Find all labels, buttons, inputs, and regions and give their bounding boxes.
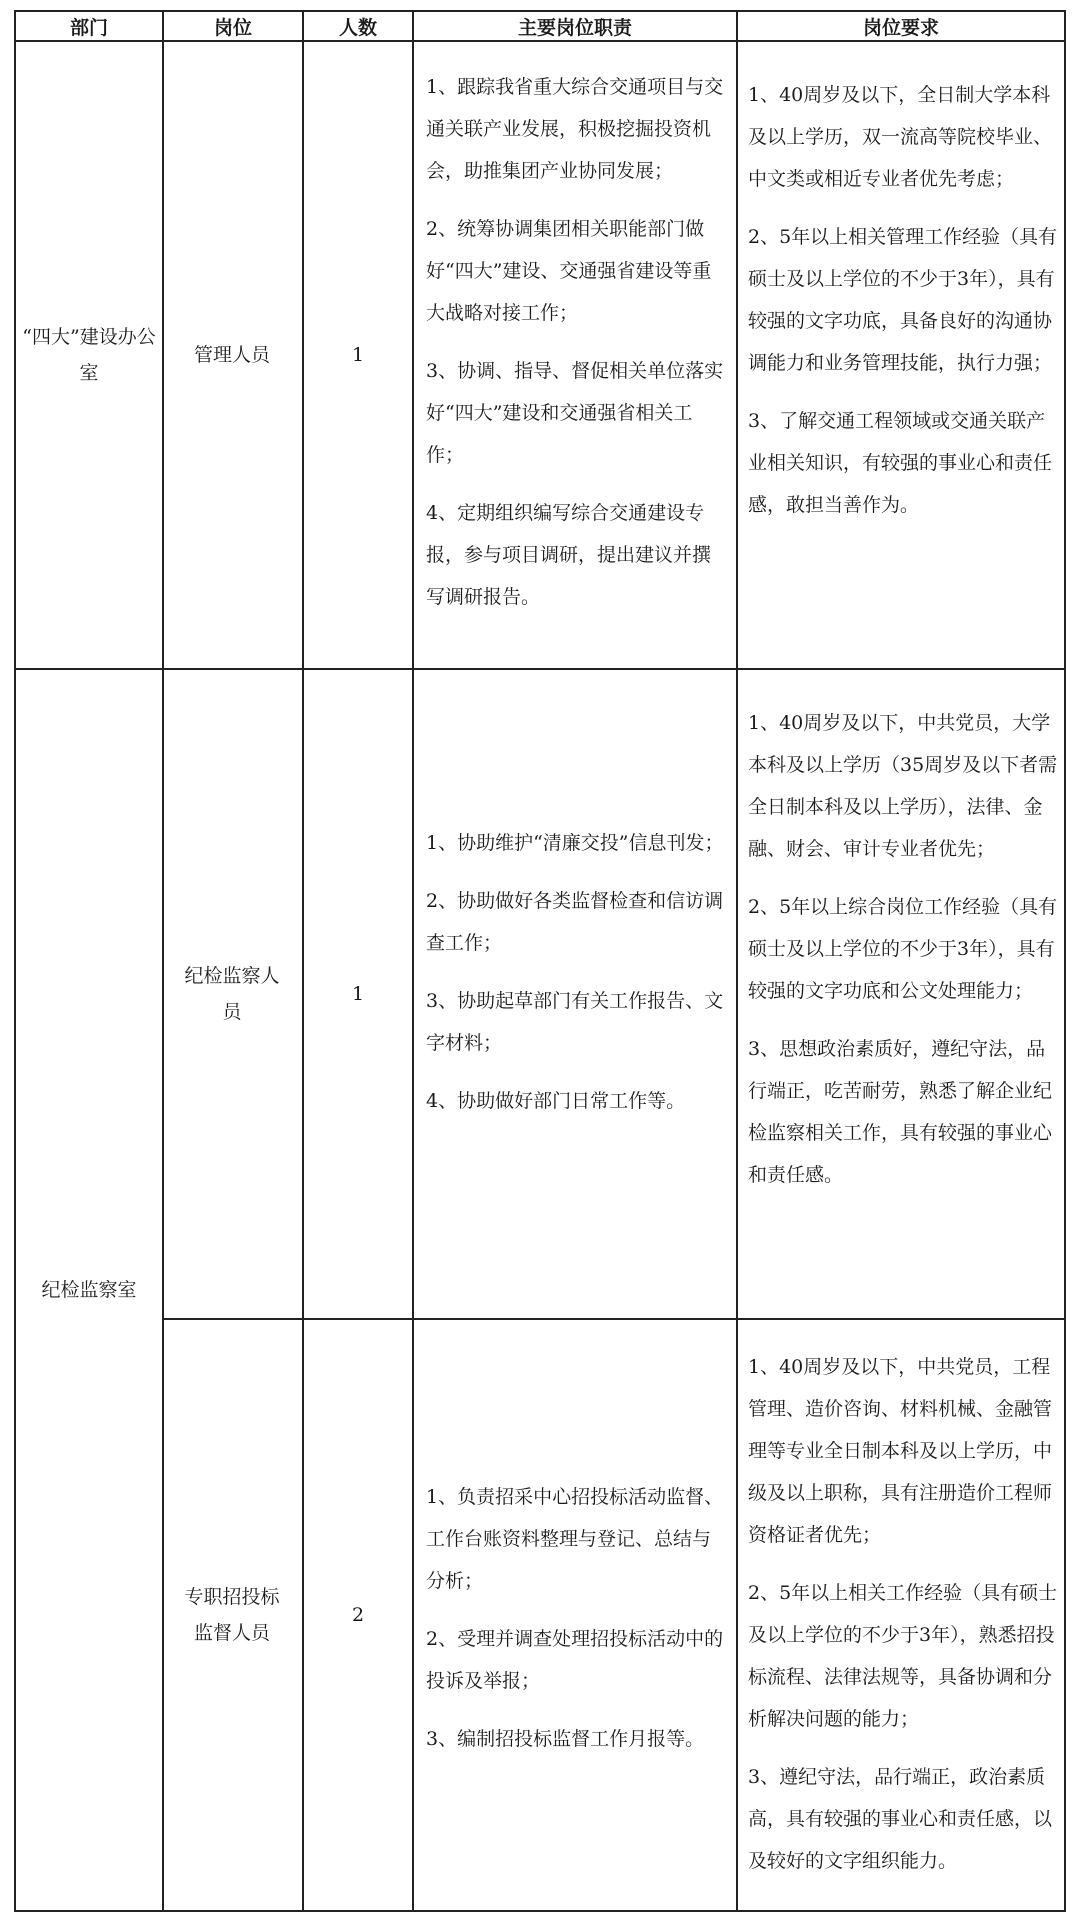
- row2-position: [166, 670, 298, 1318]
- row1-position-text: 管理人员: [193, 344, 270, 366]
- col-divider-2: [302, 12, 304, 1910]
- row2-req-1: 1、40周岁及以下，中共党员，大学本科及以上学历（35周岁及以下者需全日制本科及以上学历），法律、金融、财会、审计专业者优先；: [748, 712, 1058, 860]
- row1-dept-text: “四大”建设办公室: [22, 326, 156, 384]
- row2-count: [306, 670, 410, 1318]
- row1-duty-2: 2、统筹协调集团相关职能部门做好“四大”建设、交通强省建设等重大战略对接工作；: [426, 218, 712, 324]
- row1-duty-1: 1、跟踪我省重大综合交通项目与交通关联产业发展，积极挖掘投资机会，助推集团产业协同发展；: [426, 76, 724, 182]
- row1-duties: [426, 66, 726, 634]
- row3-position: [166, 1320, 298, 1910]
- row1-position: [166, 42, 298, 668]
- row1-req-1: 1、40周岁及以下，全日制大学本科及以上学历，双一流高等院校毕业、中文类或相近专业者优先考虑；: [748, 84, 1053, 190]
- row2-duty-1: 1、协助维护“清廉交投”信息刊发；: [426, 832, 724, 854]
- row3-position-text: 专职招投标监督人员: [184, 1586, 280, 1644]
- row2-duty-3: 3、协助起草部门有关工作报告、文字材料；: [426, 990, 724, 1054]
- row3-req-3: 3、遵纪守法，品行端正，政治素质高，具有较强的事业心和责任感，以及较好的文字组织能力。: [748, 1766, 1053, 1872]
- row2-req-2: 2、5年以上综合岗位工作经验（具有硕士及以上学位的不少于3年），具有较强的文字功底和公文处理能力；: [748, 896, 1058, 1002]
- row1-duty-4: 4、定期组织编写综合交通建设专报，参与项目调研，提出建议并撰写调研报告。: [426, 502, 712, 608]
- row3-req-2: 2、5年以上相关工作经验（具有硕士及以上学位的不少于3年），熟悉招投标流程、法律法规等，具备协调和分析解决问题的能力；: [748, 1582, 1058, 1730]
- row3-duties: [426, 1476, 726, 1776]
- row1-req-3: 3、了解交通工程领域或交通关联产业相关知识，有较强的事业心和责任感，敢担当善作为。: [748, 410, 1053, 516]
- row2-duties: [426, 822, 726, 1138]
- row1-req-2: 2、5年以上相关管理工作经验（具有硕士及以上学位的不少于3年），具有较强的文字功底，具备良好的沟通协调能力和业务管理技能，执行力强；: [748, 226, 1058, 374]
- row1-count-text: 1: [351, 344, 365, 366]
- col-divider-4: [736, 12, 738, 1910]
- row2-dept: [22, 670, 156, 1910]
- col-divider-3: [412, 12, 414, 1910]
- header-count: 人数: [338, 16, 377, 39]
- row3-req-1: 1、40周岁及以下，中共党员，工程管理、造价咨询、材料机械、金融管理等专业全日制本科及以上学历，中级及以上职称，具有注册造价工程师资格证者优先；: [748, 1356, 1053, 1546]
- header-dept: 部门: [69, 16, 108, 39]
- row2-position-text: 纪检监察人员: [184, 965, 280, 1023]
- row3-duty-3: 3、编制招投标监督工作月报等。: [426, 1728, 705, 1750]
- header-position: 岗位: [213, 16, 252, 39]
- row2-dept-text: 纪检监察室: [41, 1279, 137, 1301]
- header-requirements: 岗位要求: [862, 16, 939, 39]
- row3-duty-1: 1、负责招采中心招投标活动监督、工作台账资料整理与登记、总结与分析；: [426, 1486, 724, 1592]
- recruitment-table: [14, 10, 1066, 1912]
- row3-count-text: 2: [351, 1604, 365, 1626]
- row3-duty-2: 2、受理并调查处理招投标活动中的投诉及举报；: [426, 1628, 724, 1692]
- row1-dept: [22, 42, 156, 668]
- row1-requirements: [748, 74, 1058, 542]
- row1-duty-3: 3、协调、指导、督促相关单位落实好“四大”建设和交通强省相关工作；: [426, 360, 724, 466]
- row2-req-3: 3、思想政治素质好，遵纪守法，品行端正，吃苦耐劳，熟悉了解企业纪检监察相关工作，具有较强的事业心和责任感。: [748, 1038, 1053, 1186]
- row2-duty-4: 4、协助做好部门日常工作等。: [426, 1090, 686, 1112]
- row3-count: [306, 1320, 410, 1910]
- row1-count: [306, 42, 410, 668]
- col-divider-1: [162, 12, 164, 1910]
- row2-duty-2: 2、协助做好各类监督检查和信访调查工作；: [426, 890, 724, 954]
- row3-requirements: [748, 1346, 1058, 1898]
- row2-requirements: [748, 702, 1058, 1212]
- header-duties: 主要岗位职责: [517, 16, 632, 39]
- row2-count-text: 1: [351, 983, 365, 1005]
